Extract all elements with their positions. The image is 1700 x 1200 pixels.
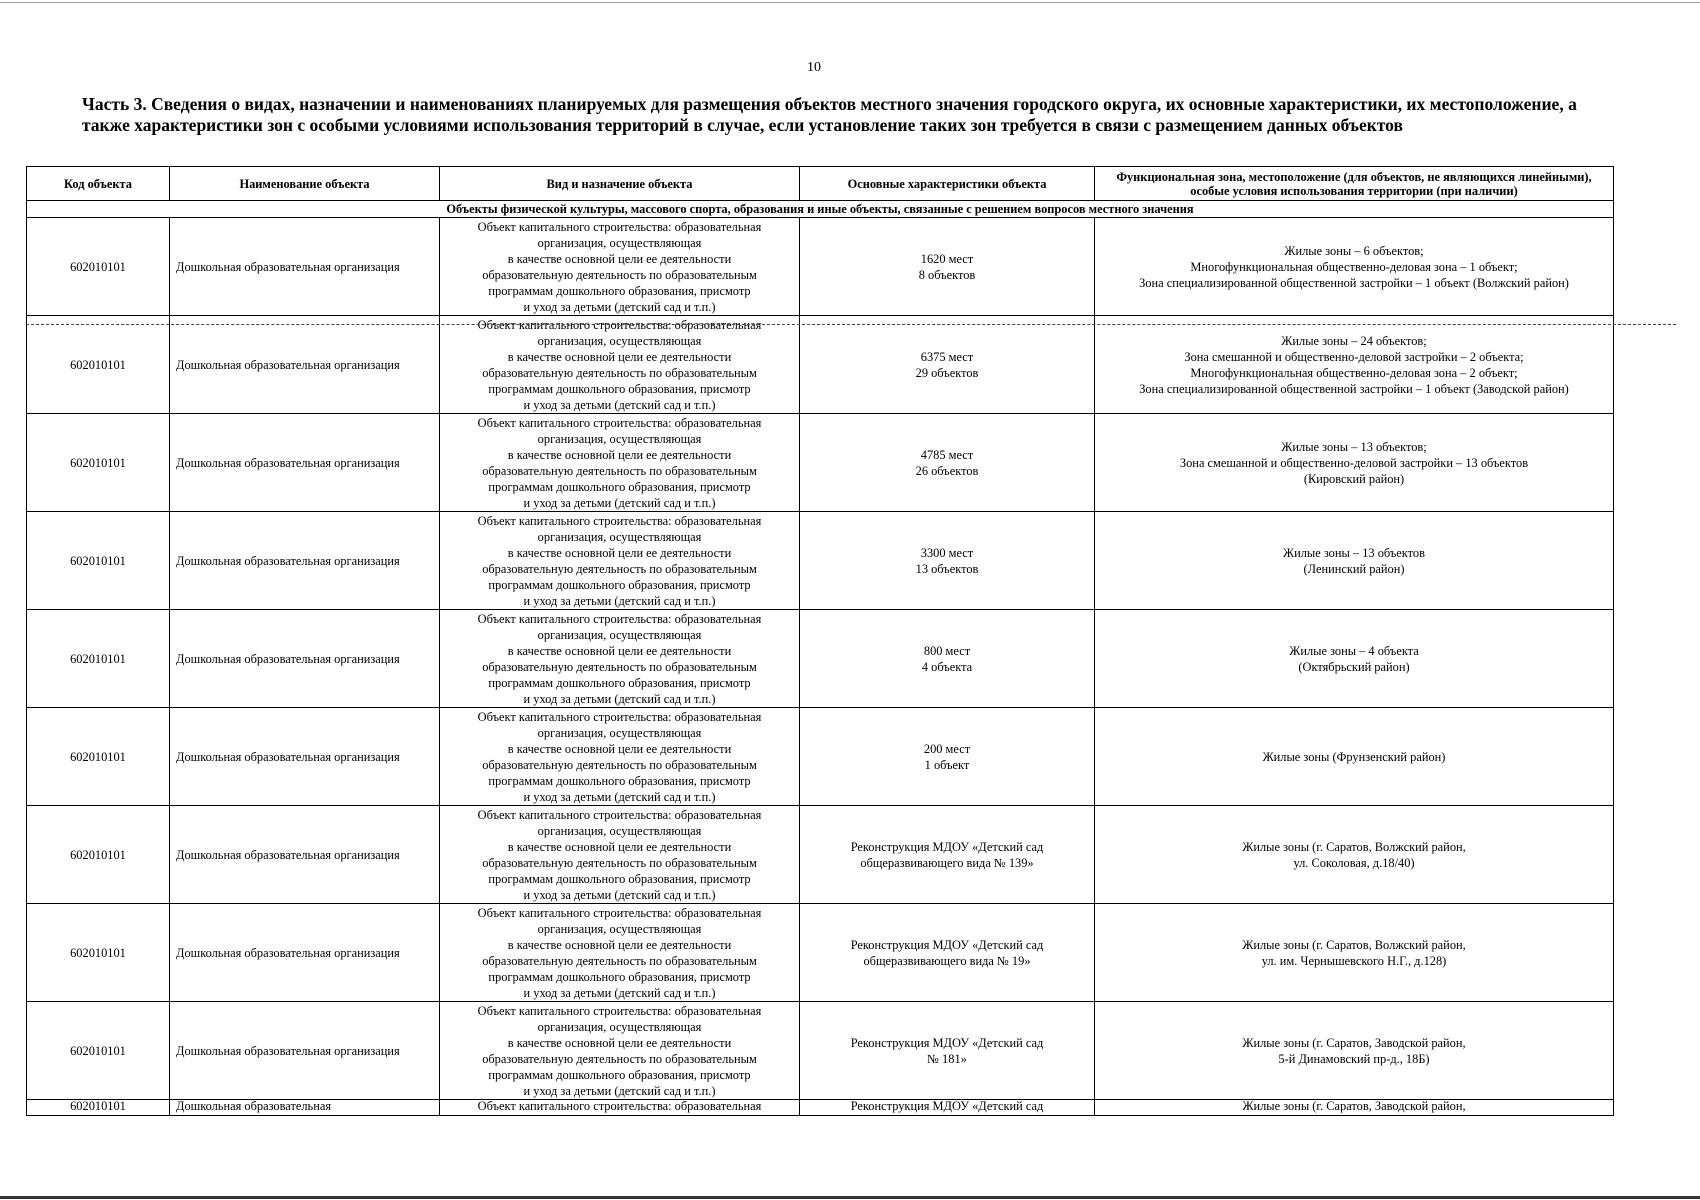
table-row (27, 414, 1614, 512)
object-kind: Объект капитального строительства: образовательная (440, 1100, 800, 1116)
object-kind-line: и уход за детьми (детский сад и т.п.) (523, 985, 716, 1000)
object-zone (1095, 414, 1614, 512)
object-name: Дошкольная образовательная организация (170, 806, 440, 904)
object-characteristics (800, 904, 1095, 1002)
object-zone (1095, 1002, 1614, 1100)
object-characteristics-line: 6375 мест (920, 349, 974, 364)
object-kind-line: Объект капитального строительства: образовательная (477, 611, 762, 626)
object-zone-line: (Ленинский район) (1303, 561, 1405, 576)
object-kind-line: организация, осуществляющая (537, 431, 702, 446)
object-kind (440, 708, 800, 806)
object-characteristics (800, 218, 1095, 316)
object-code: 602010101 (27, 1100, 170, 1116)
page-number: 10 (807, 60, 821, 75)
object-zone-line: Зона смешанной и общественно-деловой застройки – 13 объектов (1179, 455, 1529, 470)
section-row (27, 201, 1614, 218)
table-row (27, 1002, 1614, 1100)
object-kind-line: программам дошкольного образования, присмотр (488, 675, 751, 690)
object-code: 602010101 (27, 512, 170, 610)
object-kind-line: Объект капитального строительства: образовательная (477, 317, 762, 332)
object-characteristics-line: Реконструкция МДОУ «Детский сад (850, 937, 1044, 952)
object-zone-line: (Кировский район) (1303, 471, 1405, 486)
object-kind-line: и уход за детьми (детский сад и т.п.) (523, 397, 716, 412)
object-kind (440, 806, 800, 904)
object-characteristics (800, 610, 1095, 708)
object-kind (440, 414, 800, 512)
object-characteristics-line: 26 объектов (915, 463, 979, 478)
object-kind-line: организация, осуществляющая (537, 529, 702, 544)
object-characteristics-line: 3300 мест (920, 545, 974, 560)
object-kind-line: образовательную деятельность по образовательным (482, 267, 757, 282)
object-zone-line: Зона смешанной и общественно-деловой застройки – 2 объекта; (1184, 349, 1524, 364)
object-kind-line: в качестве основной цели ее деятельности (507, 741, 732, 756)
object-zone (1095, 806, 1614, 904)
object-code: 602010101 (27, 708, 170, 806)
object-kind-line: и уход за детьми (детский сад и т.п.) (523, 299, 716, 314)
object-zone-line: Зона специализированной общественной застройки – 1 объект (Волжский район) (1139, 275, 1569, 290)
table-row (27, 316, 1614, 414)
object-kind-line: Объект капитального строительства: образовательная (477, 905, 762, 920)
object-characteristics-line: 4 объекта (921, 659, 973, 674)
object-code: 602010101 (27, 316, 170, 414)
object-name: Дошкольная образовательная организация (170, 1002, 440, 1100)
object-kind-line: образовательную деятельность по образовательным (482, 953, 757, 968)
object-kind-line: образовательную деятельность по образовательным (482, 659, 757, 674)
section-title: Объекты физической культуры, массового спорта, образования и иные объекты, связанные с решением вопросов местного значения (27, 201, 1614, 218)
object-kind-line: в качестве основной цели ее деятельности (507, 937, 732, 952)
scan-artifact-top (0, 2, 1700, 3)
object-zone-line: Жилые зоны (г. Саратов, Заводской район, (1242, 1035, 1466, 1050)
object-characteristics-line: № 181» (927, 1051, 967, 1066)
object-characteristics-line: общеразвивающего вида № 19» (863, 953, 1031, 968)
object-kind-line: образовательную деятельность по образовательным (482, 463, 757, 478)
object-zone-line: 5-й Динамовский пр-д., 18Б) (1278, 1051, 1430, 1066)
object-kind-line: и уход за детьми (детский сад и т.п.) (523, 789, 716, 804)
object-kind-line: Объект капитального строительства: образовательная (477, 807, 762, 822)
table-row (27, 904, 1614, 1002)
object-kind-line: Объект капитального строительства: образовательная (477, 415, 762, 430)
header-kind: Вид и назначение объекта (440, 167, 800, 201)
table-header-row (27, 167, 1614, 201)
object-name: Дошкольная образовательная организация (170, 512, 440, 610)
object-code: 602010101 (27, 1002, 170, 1100)
object-characteristics-line: Реконструкция МДОУ «Детский сад (850, 1035, 1044, 1050)
object-name: Дошкольная образовательная организация (170, 414, 440, 512)
object-characteristics-line: 29 объектов (915, 365, 979, 380)
object-characteristics-line: 1620 мест (920, 251, 974, 266)
object-zone-line: Жилые зоны (г. Саратов, Волжский район, (1242, 937, 1466, 952)
object-name: Дошкольная образовательная организация (170, 218, 440, 316)
object-kind-line: образовательную деятельность по образовательным (482, 561, 757, 576)
object-characteristics-line: 13 объектов (915, 561, 979, 576)
object-characteristics (800, 1002, 1095, 1100)
header-code: Код объекта (27, 167, 170, 201)
object-kind-line: в качестве основной цели ее деятельности (507, 349, 732, 364)
object-kind-line: и уход за детьми (детский сад и т.п.) (523, 691, 716, 706)
header-zone: Функциональная зона, местоположение (для объектов, не являющихся линейными), особые условия использования территории (при наличии) (1095, 167, 1614, 201)
object-characteristics (800, 806, 1095, 904)
object-kind (440, 904, 800, 1002)
object-characteristics-line: Реконструкция МДОУ «Детский сад (850, 839, 1044, 854)
object-kind-line: образовательную деятельность по образовательным (482, 757, 757, 772)
table-row (27, 610, 1614, 708)
object-zone-line: ул. им. Чернышевского Н.Г., д.128) (1261, 953, 1447, 968)
object-characteristics-line: 4785 мест (920, 447, 974, 462)
object-characteristics (800, 708, 1095, 806)
object-kind-line: и уход за детьми (детский сад и т.п.) (523, 495, 716, 510)
table-row (27, 806, 1614, 904)
object-code: 602010101 (27, 610, 170, 708)
object-characteristics (800, 316, 1095, 414)
object-kind (440, 1002, 800, 1100)
object-kind-line: программам дошкольного образования, присмотр (488, 1067, 751, 1082)
object-kind-line: организация, осуществляющая (537, 921, 702, 936)
object-kind-line: организация, осуществляющая (537, 823, 702, 838)
object-kind (440, 610, 800, 708)
object-kind-line: Объект капитального строительства: образовательная (477, 219, 762, 234)
object-kind-line: программам дошкольного образования, присмотр (488, 773, 751, 788)
object-kind-line: организация, осуществляющая (537, 627, 702, 642)
object-zone-line: Жилые зоны – 13 объектов (1283, 545, 1425, 560)
object-characteristics (800, 512, 1095, 610)
object-zone (1095, 512, 1614, 610)
object-kind-line: программам дошкольного образования, присмотр (488, 577, 751, 592)
object-zone: Жилые зоны (г. Саратов, Заводской район, (1095, 1100, 1614, 1116)
object-zone-line: Многофункциональная общественно-деловая зона – 2 объект; (1190, 365, 1518, 380)
object-kind-line: и уход за детьми (детский сад и т.п.) (523, 887, 716, 902)
object-kind (440, 316, 800, 414)
object-kind-line: в качестве основной цели ее деятельности (507, 251, 732, 266)
object-name: Дошкольная образовательная организация (170, 610, 440, 708)
object-zone (1095, 218, 1614, 316)
object-kind-line: организация, осуществляющая (537, 1019, 702, 1034)
object-code: 602010101 (27, 904, 170, 1002)
object-kind-line: в качестве основной цели ее деятельности (507, 545, 732, 560)
table-row (27, 708, 1614, 806)
object-kind (440, 218, 800, 316)
scan-artifact-dashes (26, 324, 1676, 325)
object-kind-line: программам дошкольного образования, присмотр (488, 283, 751, 298)
table-row-partial (27, 1100, 1614, 1116)
object-kind-line: программам дошкольного образования, присмотр (488, 479, 751, 494)
scan-artifact-bottom (0, 1196, 1700, 1199)
object-name: Дошкольная образовательная организация (170, 316, 440, 414)
planned-objects-table (26, 166, 1614, 1116)
object-zone-line: Жилые зоны – 13 объектов; (1281, 439, 1427, 454)
object-zone-line: Многофункциональная общественно-деловая зона – 1 объект; (1190, 259, 1518, 274)
object-zone (1095, 610, 1614, 708)
object-kind-line: и уход за детьми (детский сад и т.п.) (523, 1083, 716, 1098)
object-code: 602010101 (27, 414, 170, 512)
object-kind-line: в качестве основной цели ее деятельности (507, 643, 732, 658)
object-kind-line: организация, осуществляющая (537, 235, 702, 250)
object-zone (1095, 904, 1614, 1002)
object-zone-line: Жилые зоны – 24 объектов; (1281, 333, 1427, 348)
object-zone-line: Зона специализированной общественной застройки – 1 объект (Заводской район) (1139, 381, 1569, 396)
object-characteristics (800, 414, 1095, 512)
header-name: Наименование объекта (170, 167, 440, 201)
object-zone-line: Жилые зоны (г. Саратов, Волжский район, (1242, 839, 1466, 854)
table-row (27, 512, 1614, 610)
object-kind (440, 512, 800, 610)
object-kind-line: и уход за детьми (детский сад и т.п.) (523, 593, 716, 608)
object-characteristics-line: общеразвивающего вида № 139» (860, 855, 1034, 870)
object-kind-line: образовательную деятельность по образовательным (482, 1051, 757, 1066)
object-code: 602010101 (27, 218, 170, 316)
object-characteristics-line: 1 объект (924, 757, 970, 772)
object-zone-line: Жилые зоны – 4 объекта (1289, 643, 1419, 658)
object-name: Дошкольная образовательная (170, 1100, 440, 1116)
header-characteristics: Основные характеристики объекта (800, 167, 1095, 201)
object-kind-line: Объект капитального строительства: образовательная (477, 513, 762, 528)
object-kind-line: программам дошкольного образования, присмотр (488, 381, 751, 396)
object-kind-line: образовательную деятельность по образовательным (482, 855, 757, 870)
object-zone-line: Жилые зоны (Фрунзенский район) (1262, 749, 1446, 764)
object-zone (1095, 316, 1614, 414)
section-heading: Часть 3. Сведения о видах, назначении и наименованиях планируемых для размещения объектов местного значения городского округа, их основные характеристики, их местоположение, а также характеристики зон с особыми условиями использования территорий в случае, если установление таких зон требуется в связи с размещением данных объектов (82, 94, 1577, 135)
object-characteristics-line: 8 объектов (918, 267, 976, 282)
object-characteristics-line: 800 мест (923, 643, 971, 658)
object-kind-line: Объект капитального строительства: образовательная (477, 709, 762, 724)
object-kind-line: организация, осуществляющая (537, 333, 702, 348)
object-kind-line: в качестве основной цели ее деятельности (507, 1035, 732, 1050)
object-kind-line: программам дошкольного образования, присмотр (488, 969, 751, 984)
object-kind-line: организация, осуществляющая (537, 725, 702, 740)
object-zone (1095, 708, 1614, 806)
object-kind-line: в качестве основной цели ее деятельности (507, 447, 732, 462)
object-zone-line: Жилые зоны – 6 объектов; (1284, 243, 1424, 258)
object-characteristics: Реконструкция МДОУ «Детский сад (800, 1100, 1095, 1116)
table-row (27, 218, 1614, 316)
object-name: Дошкольная образовательная организация (170, 708, 440, 806)
object-name: Дошкольная образовательная организация (170, 904, 440, 1002)
object-code: 602010101 (27, 806, 170, 904)
object-kind-line: образовательную деятельность по образовательным (482, 365, 757, 380)
object-kind-line: Объект капитального строительства: образовательная (477, 1003, 762, 1018)
object-zone-line: (Октябрьский район) (1298, 659, 1410, 674)
object-zone-line: ул. Соколовая, д.18/40) (1293, 855, 1415, 870)
object-characteristics-line: 200 мест (923, 741, 971, 756)
object-kind-line: в качестве основной цели ее деятельности (507, 839, 732, 854)
object-kind-line: программам дошкольного образования, присмотр (488, 871, 751, 886)
